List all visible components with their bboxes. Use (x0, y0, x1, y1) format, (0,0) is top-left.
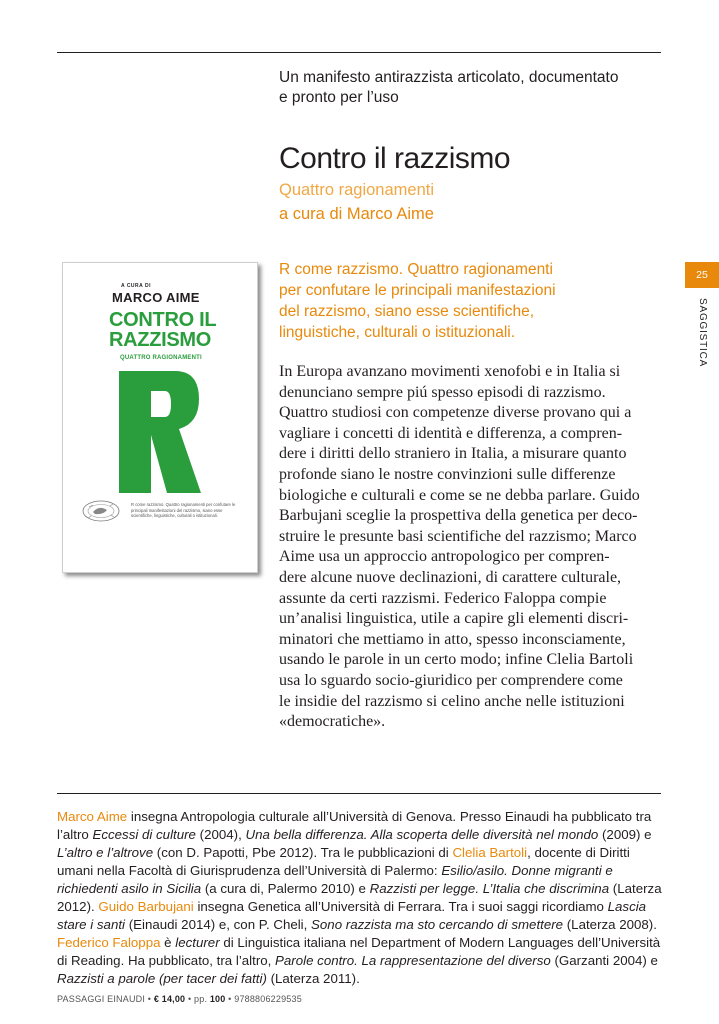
pages-label: pp. (194, 994, 210, 1004)
bio-text: insegna Antropologia culturale all’Università di Genova. Presso Einaudi ha pubblicato tra l’altro (57, 809, 652, 842)
bio-text: (Laterza 2008). (563, 917, 657, 932)
separator: • (225, 994, 235, 1004)
cover-blurb: R come razzismo. Quattro ragionamenti per confutare le principali manifestazioni del razzismo, siano esse scientifiche, linguistiche, culturali o istituzionali. (131, 502, 236, 518)
separator: • (185, 994, 195, 1004)
bio-text: (Garzanti 2004) e (550, 953, 658, 968)
author-name: Federico Faloppa (57, 935, 161, 950)
body-line: minatori che mettiamo in atto, spesso inconsciamente, (279, 630, 626, 648)
bio-text: (Einaudi 2014) e, con P. Cheli, (125, 917, 312, 932)
bio-text: di Linguistica italiana nel Department of Modern Languages dell’Università di Reading. Ha pubblicato, tra l’altro, (57, 935, 661, 968)
einaudi-emblem-icon (81, 499, 121, 523)
top-divider (57, 52, 661, 53)
body-line: le insidie del razzismo si celino anche nelle istituzioni (279, 692, 625, 710)
body-line: usa lo sguardo socio-giuridico per comprendere come (279, 671, 623, 689)
body-line: un’analisi linguistica, utile a capire gli elementi discri- (279, 610, 629, 628)
page-number-tab: 25 (685, 262, 719, 288)
body-line: usando le parole in un certo modo; infine Clelia Bartoli (279, 651, 634, 669)
isbn: 9788806229535 (234, 994, 302, 1004)
author-name: Guido Barbujani (98, 899, 194, 914)
body-line: «democratiche». (279, 713, 386, 731)
bio-text: (con D. Papotti, Pbe 2012). Tra le pubblicazioni di (153, 845, 453, 860)
book-cover (62, 262, 258, 573)
bio-text: (Laterza 2011). (266, 971, 360, 986)
tagline (279, 68, 669, 108)
bio-text: , docente di Diritti umani nella Facoltà di Giurisprudenza dell’Università di Palermo: (57, 845, 630, 878)
cover-author: MARCO AIME (112, 290, 200, 305)
series-name: PASSAGGI EINAUDI (57, 994, 146, 1004)
lead-line: del razzismo, siano esse scientifiche, (279, 303, 535, 320)
cover-big-r-icon (117, 371, 203, 493)
lead-line: R come razzismo. Quattro ragionamenti (279, 261, 553, 278)
lead-line: linguistiche, culturali o istituzionali. (279, 324, 516, 341)
body-line: vagliare i concetti di identità e differenza, a compren- (279, 424, 623, 442)
separator: • (145, 994, 154, 1004)
lead-line: per confutare le principali manifestazioni (279, 282, 556, 299)
body-line: struire le presunte basi scientifiche del razzismo; Marco (279, 527, 637, 545)
body-line: dere i diritti dello straniero in Italia, a misurare quanto (279, 445, 627, 463)
bio-text: è (160, 935, 176, 950)
body-line: denunciano sempre piú spesso episodi di razzismo. (279, 383, 606, 401)
footer-info (57, 994, 302, 1004)
book-reference: Lascia stare i santi (57, 899, 647, 932)
body-line: assunte da certi razzismi. Federico Faloppa compie (279, 589, 607, 607)
body-line: Barbujani sceglie la prospettiva della genetica per deco- (279, 507, 638, 525)
body-line: In Europa avanzano movimenti xenofobi e in Italia si (279, 363, 621, 380)
book-reference: Esilio/asilo. Donne migranti e richiedenti asilo in Sicilia (57, 863, 613, 896)
bio-text: (a cura di, Palermo 2010) e (201, 881, 370, 896)
book-editor: a cura di Marco Aime (279, 205, 434, 223)
tagline-line: e pronto per l’uso (279, 89, 399, 106)
body-line: dere alcune nuove declinazioni, di carattere culturale, (279, 568, 622, 586)
cover-title-line: CONTRO IL (109, 309, 217, 331)
cover-title (109, 310, 216, 350)
book-reference: L’altro e l’altrove (57, 845, 154, 860)
book-reference: Razzisti per legge. L’Italia che discrimina (369, 881, 610, 896)
book-reference: lecturer (175, 935, 220, 950)
cover-curator-label: A CURA DI (121, 283, 151, 289)
author-name: Clelia Bartoli (452, 845, 528, 860)
body-line: Aime usa un approccio antropologico per compren- (279, 548, 610, 566)
bottom-divider (57, 793, 661, 794)
body-paragraph (279, 362, 659, 733)
tagline-line: Un manifesto antirazzista articolato, documentato (279, 69, 619, 86)
bio-text: (2009) e (598, 827, 652, 842)
bio-text: (2004), (195, 827, 246, 842)
page-count: 100 (209, 994, 226, 1004)
lead-paragraph (279, 259, 619, 343)
bio-text: insegna Genetica all’Università di Ferrara. Tra i suoi saggi ricordiamo (193, 899, 608, 914)
cover-title-line: RAZZISMO (109, 329, 212, 351)
book-reference: Parole contro. La rappresentazione del diverso (275, 953, 551, 968)
author-name: Marco Aime (57, 809, 128, 824)
bio-text: (Laterza 2012). (57, 881, 662, 914)
book-reference: Sono razzista ma sto cercando di smettere (311, 917, 564, 932)
authors-bio (57, 808, 665, 988)
body-line: Quattro studiosi con competenze diverse provano qui a (279, 404, 632, 422)
book-reference: Eccessi di culture (92, 827, 196, 842)
book-reference: Razzisti a parole (per tacer dei fatti) (57, 971, 267, 986)
body-line: profonde siano le nostre convinzioni sulle differenze (279, 465, 616, 483)
book-title: Contro il razzismo (279, 142, 511, 175)
book-subtitle: Quattro ragionamenti (279, 181, 435, 199)
section-label: SAGGISTICA (697, 298, 708, 368)
price: € 14,00 (153, 994, 186, 1004)
book-reference: Una bella differenza. Alla scoperta delle diversità nel mondo (245, 827, 599, 842)
body-line: biologiche e culturali e come se ne debba parlare. Guido (279, 486, 640, 504)
cover-subtitle: QUATTRO RAGIONAMENTI (120, 355, 202, 361)
